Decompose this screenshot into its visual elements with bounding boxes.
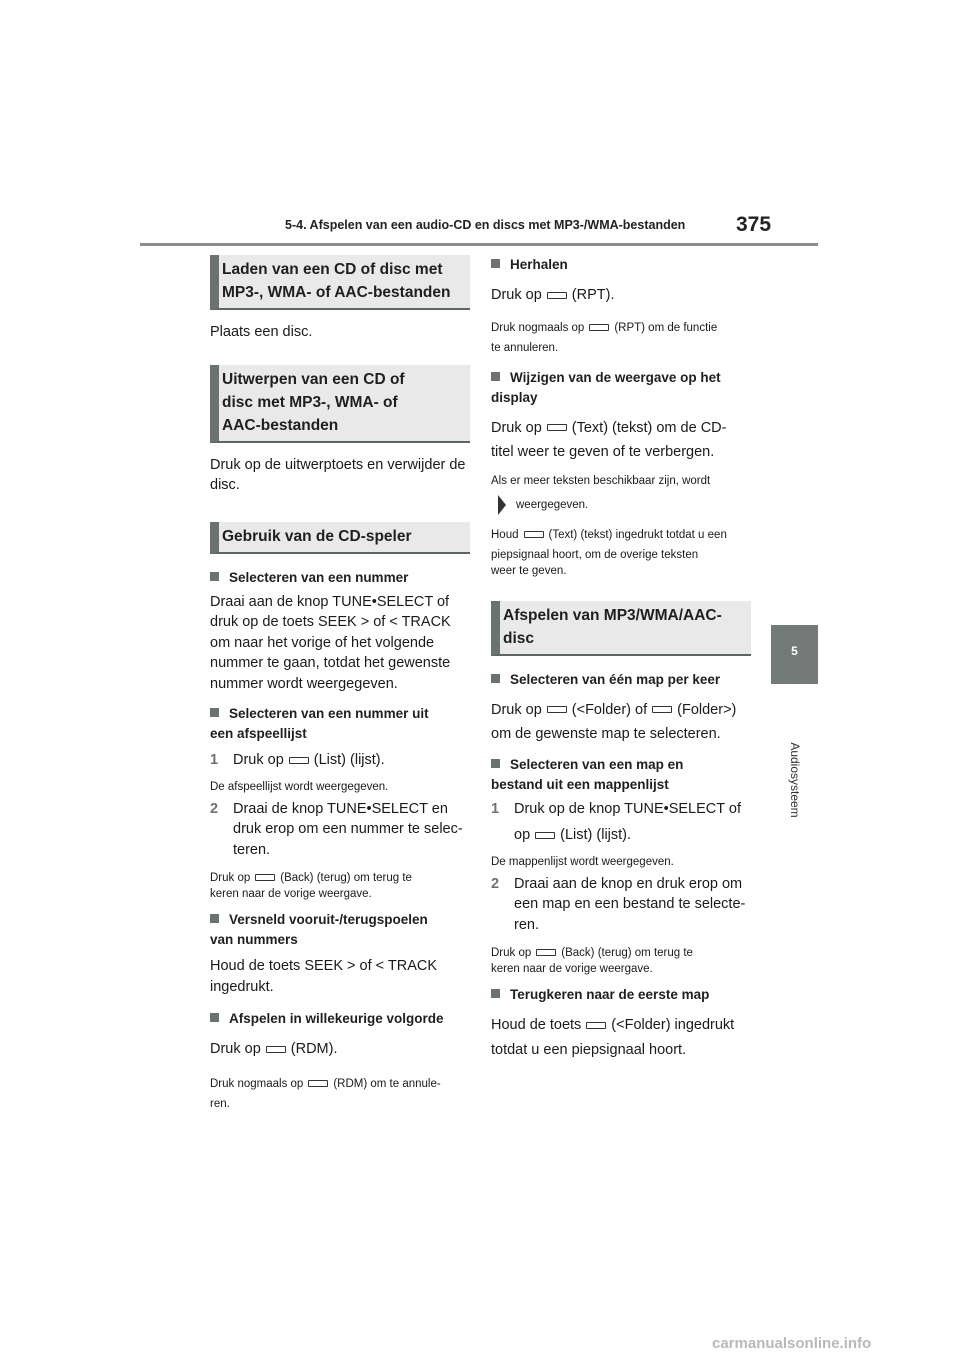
text-line: ren.	[514, 916, 539, 933]
text: (Text) (tekst) ingedrukt totdat u een	[548, 528, 727, 541]
subheading-select-folder: Selecteren van één map per keer	[491, 670, 751, 690]
step-number: 2	[491, 875, 500, 892]
step-2	[210, 799, 470, 861]
heading-line: Gebruik van de CD-speler	[222, 527, 412, 545]
chapter-label: Audiosysteem	[788, 742, 802, 818]
right-column	[491, 255, 751, 1060]
paragraph	[491, 418, 751, 463]
text-line: weer te geven.	[491, 564, 567, 577]
text: Druk op	[491, 419, 542, 436]
step-1	[491, 799, 751, 846]
text: (RDM) om te annule-	[333, 1077, 441, 1090]
text: Druk nogmaals op	[210, 1077, 304, 1090]
text-line: disc.	[210, 477, 240, 493]
text: weergegeven.	[516, 498, 589, 511]
text-line: bestand uit een mappenlijst	[491, 776, 669, 792]
note	[210, 1076, 470, 1112]
text-line: druk op de toets SEEK > of < TRACK	[210, 614, 451, 630]
paragraph	[491, 1015, 751, 1060]
note	[491, 473, 751, 515]
text-line: totdat u een piepsignaal hoort.	[491, 1041, 687, 1058]
note: De mappenlijst wordt weergegeven.	[491, 855, 674, 868]
text: (List) (lijst).	[560, 827, 632, 843]
header-rule	[140, 243, 818, 246]
heading-line: disc	[503, 629, 535, 647]
note	[491, 320, 751, 356]
text: Houd	[491, 528, 519, 541]
button-icon	[524, 531, 544, 538]
text-line: Houd de toets SEEK > of < TRACK	[210, 958, 438, 974]
text: (RPT).	[571, 287, 615, 303]
paragraph	[491, 700, 751, 745]
text-line: keren naar de vorige weergave.	[210, 888, 372, 900]
text: (<Folder) ingedrukt	[611, 1017, 735, 1033]
button-icon	[589, 324, 609, 331]
text-line: Selecteren van een map en	[510, 755, 751, 775]
section-heading-load-disc	[210, 255, 470, 310]
button-icon	[289, 757, 309, 764]
watermark: carmanualsonline.info	[712, 1335, 872, 1352]
text: Druk op	[233, 752, 284, 768]
text: Houd de toets	[491, 1017, 582, 1033]
button-icon	[308, 1080, 328, 1087]
heading-line: disc met MP3-, WMA- of	[222, 393, 398, 411]
button-icon	[536, 949, 556, 956]
text-line: piepsignaal hoort, om de overige teksten	[491, 548, 699, 561]
text-line: een map en een bestand te selecte-	[514, 896, 746, 912]
text-line: teren.	[233, 841, 271, 858]
text-line: om naar het vorige of het volgende	[210, 634, 435, 651]
paragraph: Plaats een disc.	[210, 324, 313, 340]
text-line: display	[491, 389, 538, 405]
section-heading-mp3-disc	[491, 601, 751, 656]
text-line: druk erop om een nummer te selec-	[233, 821, 463, 837]
subheading-return-first-folder: Terugkeren naar de eerste map	[491, 985, 751, 1005]
heading-line: Laden van een CD of disc met	[222, 261, 443, 278]
text-line: Versneld vooruit-/terugspoelen	[229, 910, 470, 930]
text: Druk op	[491, 947, 532, 959]
text: (Back) (terug) om terug te	[280, 872, 412, 884]
chapter-tab: 5	[771, 625, 818, 684]
step-1	[210, 750, 470, 771]
text-line: nummer te gaan, totdat het gewenste	[210, 655, 451, 671]
text: (RPT) om de functie	[614, 321, 718, 334]
subheading-select-from-playlist	[210, 704, 470, 744]
section-heading-cd-player	[210, 522, 470, 554]
note: De afspeellijst wordt weergegeven.	[210, 780, 389, 793]
page-number: 375	[736, 213, 772, 236]
arrow-right-icon	[498, 495, 506, 515]
header-section-title: 5-4. Afspelen van een audio-CD en discs met MP3-/WMA-bestanden	[285, 218, 686, 232]
section-heading-eject-disc	[210, 365, 470, 443]
button-icon	[586, 1022, 606, 1029]
button-icon	[547, 292, 567, 299]
note	[491, 527, 751, 579]
text: (List) (lijst).	[313, 752, 385, 768]
text: Druk op	[491, 701, 542, 718]
subheading-fast-forward-rewind	[210, 910, 470, 950]
heading-line: MP3-, WMA- of AAC-bestanden	[222, 284, 451, 301]
paragraph	[210, 592, 470, 695]
heading-line: Uitwerpen van een CD of	[222, 370, 405, 388]
button-icon	[535, 832, 555, 839]
button-icon	[255, 874, 275, 881]
text-line: te annuleren.	[491, 341, 559, 354]
text: (Back) (terug) om terug te	[561, 947, 693, 959]
subheading-repeat: Herhalen	[491, 255, 751, 275]
paragraph	[491, 285, 751, 306]
text-line: ren.	[210, 1097, 230, 1110]
text: Druk op	[210, 872, 251, 884]
text-line: om de gewenste map te selecteren.	[491, 726, 721, 742]
text-line: een afspeellijst	[210, 726, 307, 741]
button-icon	[652, 706, 672, 713]
step-number: 2	[210, 800, 219, 817]
text: (RDM).	[290, 1041, 338, 1057]
text-line: Draai aan de knop en druk erop om	[514, 875, 743, 892]
text-line: Druk op de knop TUNE•SELECT of	[514, 800, 741, 817]
text: op	[514, 827, 531, 843]
text-line: Draai aan de knop TUNE•SELECT of	[210, 593, 450, 610]
text-line: Als er meer teksten beschikbaar zijn, wordt	[491, 474, 711, 487]
text-line: Druk op de uitwerptoets en verwijder de	[210, 456, 466, 473]
subheading-select-track: Selecteren van een nummer	[210, 568, 470, 588]
text-line: nummer wordt weergegeven.	[210, 675, 398, 692]
subheading-change-display	[491, 368, 751, 408]
text: (Text) (tekst) om de CD-	[571, 419, 727, 436]
button-icon	[547, 424, 567, 431]
subheading-random-play: Afspelen in willekeurige volgorde	[210, 1009, 470, 1029]
text-line: ingedrukt.	[210, 978, 274, 995]
note	[210, 870, 470, 902]
step-2	[491, 874, 751, 936]
text: Druk op	[491, 287, 542, 303]
paragraph	[210, 455, 470, 496]
step-number: 1	[491, 800, 500, 817]
text-line: keren naar de vorige weergave.	[491, 963, 653, 975]
button-icon	[266, 1046, 286, 1053]
heading-line: AAC-bestanden	[222, 416, 339, 434]
text: (<Folder) of	[571, 701, 648, 718]
text-line: titel weer te geven of te verbergen.	[491, 444, 715, 460]
left-column	[210, 255, 470, 1112]
heading-line: Afspelen van MP3/WMA/AAC-	[503, 606, 722, 624]
text-line: Wijzigen van de weergave op het	[510, 368, 751, 388]
step-number: 1	[210, 752, 219, 768]
paragraph	[210, 956, 470, 997]
text: Druk nogmaals op	[491, 321, 585, 334]
text-line: Draai de knop TUNE•SELECT en	[233, 800, 448, 817]
button-icon	[547, 706, 567, 713]
paragraph	[210, 1039, 470, 1060]
text: Druk op	[210, 1041, 261, 1057]
text-line: van nummers	[210, 932, 298, 947]
subheading-select-folder-and-file	[491, 755, 751, 795]
note	[491, 945, 751, 977]
text-line: Selecteren van een nummer uit	[229, 704, 470, 724]
text: (Folder>)	[677, 701, 737, 718]
